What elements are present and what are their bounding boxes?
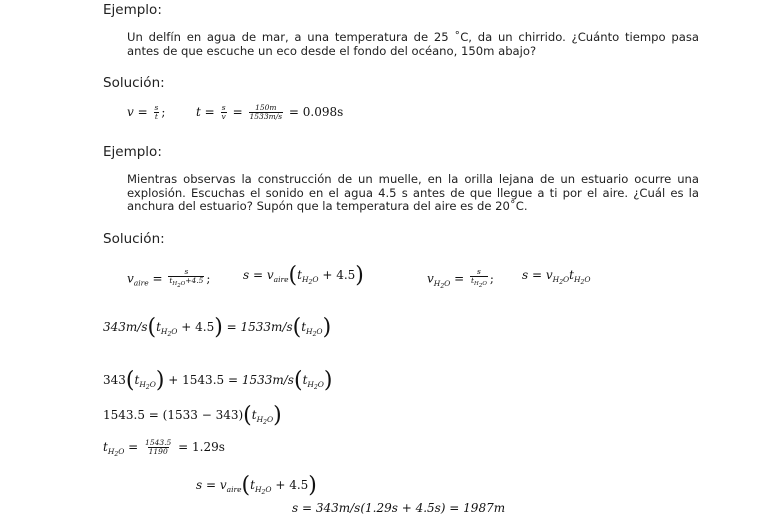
equation-distance: $s = v_{aire}(t_{H_2O} + 4.5)$ <box>196 473 317 498</box>
equation-velocity: v = $\frac{s}{t}$ ; <box>127 103 166 121</box>
equation-s-air: $s = v_{aire}(t_{H_2O} + 4.5)$ <box>243 263 364 288</box>
equation-expand: $343(t_{H_2O}) + 1543.5 = 1533m/s(t_{H_2O})$ <box>103 368 333 393</box>
equation-solve-t: $t_{H_2O}$ = $\frac{1543.5}{1190}$ = 1.29s <box>103 438 225 458</box>
solution-1-heading: Solución: <box>103 75 165 91</box>
equation-final: s = 343m/s(1.29s + 4.5s) = 1987m <box>292 501 506 515</box>
equation-time: t = $\frac{s}{v}$ = $\frac{150m}{1533m/s}$ = 0.098s <box>196 103 344 121</box>
equation-v-air: $v_{aire}$ = $\frac{s}{t_{H_2O}+4.5}$ ; <box>127 267 211 289</box>
example-1-problem: Un delfín en agua de mar, a una temperatura de 25 ˚C, da un chirrido. ¿Cuánto tiempo pasa antes de que escuche un eco desde el fondo del océano, 150m abajo? <box>127 30 699 58</box>
equation-equate: $343m/s(t_{H_2O} + 4.5) = 1533m/s(t_{H_2O})$ <box>103 315 332 340</box>
example-2-problem: Mientras observas la construcción de un muelle, en la orilla lejana de un estuario ocurre una explosión. Escuchas el sonido en el agua 4.5 s antes de que llegue a ti por el aire. ¿Cuál es la anchura del estuario? Supón que la temperatura del aire es de 20˚C. <box>127 172 699 214</box>
equation-s-water: $s = v_{H_2O}t_{H_2O}$ <box>522 268 591 286</box>
equation-v-water: $v_{H_2O}$ = $\frac{s}{t_{H_2O}}$ ; <box>427 267 494 290</box>
solution-2-heading: Solución: <box>103 231 165 247</box>
equation-collect: $1543.5 = (1533 - 343)(t_{H_2O})$ <box>103 403 282 428</box>
example-1-heading: Ejemplo: <box>103 2 162 18</box>
example-2-heading: Ejemplo: <box>103 144 162 160</box>
